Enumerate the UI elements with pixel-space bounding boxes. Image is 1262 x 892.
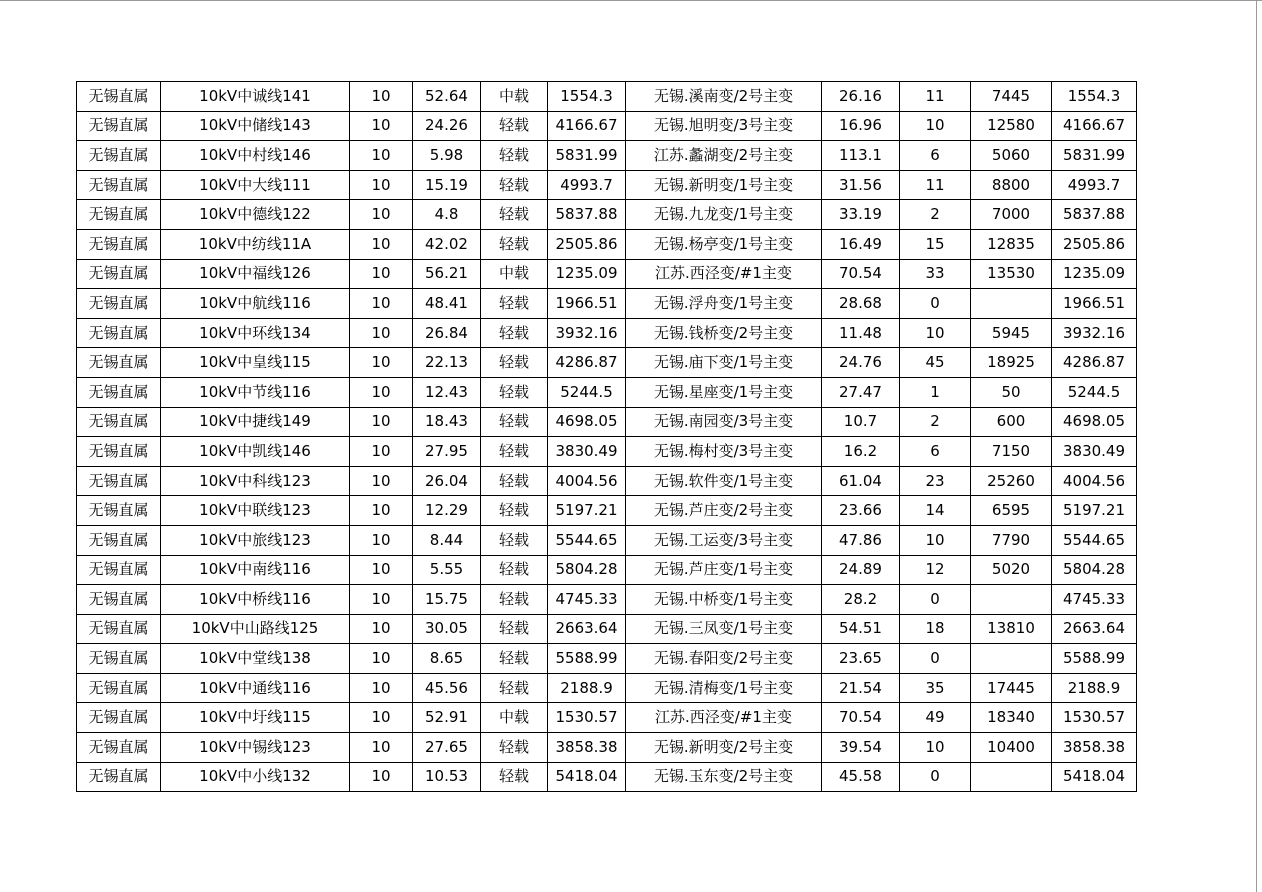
total-capacity-cell xyxy=(971,289,1052,319)
load-rate-cell: 22.13 xyxy=(413,348,481,378)
count-cell: 45 xyxy=(900,348,971,378)
total-capacity-cell: 600 xyxy=(971,407,1052,437)
feeder-load-table xyxy=(76,81,1137,792)
table-row xyxy=(77,555,1137,585)
transformer-load-cell: 16.49 xyxy=(822,229,900,259)
capacity-cell: 5418.04 xyxy=(548,762,626,792)
region-cell: 无锡直属 xyxy=(77,289,161,319)
available-capacity-cell: 5804.28 xyxy=(1052,555,1137,585)
load-level-cell: 轻载 xyxy=(481,644,548,674)
count-cell: 0 xyxy=(900,644,971,674)
feeder-name-cell: 10kV中科线123 xyxy=(161,466,350,496)
available-capacity-cell: 1235.09 xyxy=(1052,259,1137,289)
transformer-load-cell: 23.66 xyxy=(822,496,900,526)
feeder-name-cell: 10kV中旅线123 xyxy=(161,525,350,555)
load-level-cell: 轻载 xyxy=(481,525,548,555)
load-rate-cell: 12.43 xyxy=(413,377,481,407)
count-cell: 11 xyxy=(900,82,971,112)
table-row xyxy=(77,289,1137,319)
count-cell: 10 xyxy=(900,318,971,348)
region-cell: 无锡直属 xyxy=(77,407,161,437)
available-capacity-cell: 3932.16 xyxy=(1052,318,1137,348)
voltage-cell: 10 xyxy=(350,289,413,319)
region-cell: 无锡直属 xyxy=(77,348,161,378)
page-right-border xyxy=(1256,0,1257,892)
feeder-name-cell: 10kV中锡线123 xyxy=(161,733,350,763)
load-level-cell: 轻载 xyxy=(481,733,548,763)
feeder-name-cell: 10kV中德线122 xyxy=(161,200,350,230)
load-level-cell: 轻载 xyxy=(481,614,548,644)
load-level-cell: 轻载 xyxy=(481,348,548,378)
total-capacity-cell: 18925 xyxy=(971,348,1052,378)
region-cell: 无锡直属 xyxy=(77,703,161,733)
load-level-cell: 轻载 xyxy=(481,111,548,141)
count-cell: 2 xyxy=(900,407,971,437)
table-row xyxy=(77,111,1137,141)
capacity-cell: 1966.51 xyxy=(548,289,626,319)
region-cell: 无锡直属 xyxy=(77,229,161,259)
load-level-cell: 轻载 xyxy=(481,673,548,703)
table-row xyxy=(77,585,1137,615)
load-rate-cell: 27.95 xyxy=(413,437,481,467)
transformer-load-cell: 23.65 xyxy=(822,644,900,674)
region-cell: 无锡直属 xyxy=(77,141,161,171)
transformer-cell: 无锡.清梅变/1号主变 xyxy=(626,673,822,703)
available-capacity-cell: 5588.99 xyxy=(1052,644,1137,674)
region-cell: 无锡直属 xyxy=(77,614,161,644)
transformer-cell: 无锡.旭明变/3号主变 xyxy=(626,111,822,141)
transformer-cell: 江苏.蠡湖变/2号主变 xyxy=(626,141,822,171)
transformer-cell: 无锡.工运变/3号主变 xyxy=(626,525,822,555)
count-cell: 6 xyxy=(900,141,971,171)
feeder-name-cell: 10kV中山路线125 xyxy=(161,614,350,644)
feeder-name-cell: 10kV中诚线141 xyxy=(161,82,350,112)
available-capacity-cell: 2663.64 xyxy=(1052,614,1137,644)
total-capacity-cell: 50 xyxy=(971,377,1052,407)
page-top-border xyxy=(0,0,1262,1)
available-capacity-cell: 4166.67 xyxy=(1052,111,1137,141)
voltage-cell: 10 xyxy=(350,200,413,230)
total-capacity-cell: 13530 xyxy=(971,259,1052,289)
voltage-cell: 10 xyxy=(350,703,413,733)
table-row xyxy=(77,318,1137,348)
load-level-cell: 轻载 xyxy=(481,762,548,792)
transformer-cell: 无锡.新明变/2号主变 xyxy=(626,733,822,763)
transformer-cell: 无锡.九龙变/1号主变 xyxy=(626,200,822,230)
feeder-name-cell: 10kV中通线116 xyxy=(161,673,350,703)
transformer-load-cell: 11.48 xyxy=(822,318,900,348)
voltage-cell: 10 xyxy=(350,111,413,141)
voltage-cell: 10 xyxy=(350,585,413,615)
voltage-cell: 10 xyxy=(350,525,413,555)
region-cell: 无锡直属 xyxy=(77,82,161,112)
available-capacity-cell: 5418.04 xyxy=(1052,762,1137,792)
total-capacity-cell xyxy=(971,762,1052,792)
transformer-load-cell: 33.19 xyxy=(822,200,900,230)
total-capacity-cell: 8800 xyxy=(971,170,1052,200)
load-level-cell: 轻载 xyxy=(481,585,548,615)
voltage-cell: 10 xyxy=(350,555,413,585)
feeder-name-cell: 10kV中航线116 xyxy=(161,289,350,319)
capacity-cell: 5244.5 xyxy=(548,377,626,407)
available-capacity-cell: 4698.05 xyxy=(1052,407,1137,437)
load-rate-cell: 12.29 xyxy=(413,496,481,526)
region-cell: 无锡直属 xyxy=(77,200,161,230)
region-cell: 无锡直属 xyxy=(77,437,161,467)
total-capacity-cell: 5060 xyxy=(971,141,1052,171)
table-row xyxy=(77,614,1137,644)
feeder-name-cell: 10kV中皇线115 xyxy=(161,348,350,378)
table-row xyxy=(77,644,1137,674)
transformer-cell: 无锡.芦庄变/2号主变 xyxy=(626,496,822,526)
transformer-cell: 无锡.浮舟变/1号主变 xyxy=(626,289,822,319)
transformer-load-cell: 28.68 xyxy=(822,289,900,319)
load-rate-cell: 26.84 xyxy=(413,318,481,348)
load-level-cell: 轻载 xyxy=(481,200,548,230)
available-capacity-cell: 4004.56 xyxy=(1052,466,1137,496)
load-level-cell: 轻载 xyxy=(481,170,548,200)
load-rate-cell: 42.02 xyxy=(413,229,481,259)
transformer-load-cell: 61.04 xyxy=(822,466,900,496)
voltage-cell: 10 xyxy=(350,229,413,259)
region-cell: 无锡直属 xyxy=(77,555,161,585)
count-cell: 18 xyxy=(900,614,971,644)
feeder-name-cell: 10kV中圩线115 xyxy=(161,703,350,733)
capacity-cell: 5588.99 xyxy=(548,644,626,674)
count-cell: 0 xyxy=(900,289,971,319)
voltage-cell: 10 xyxy=(350,141,413,171)
transformer-cell: 江苏.西泾变/#1主变 xyxy=(626,259,822,289)
transformer-cell: 江苏.西泾变/#1主变 xyxy=(626,703,822,733)
transformer-cell: 无锡.芦庄变/1号主变 xyxy=(626,555,822,585)
feeder-name-cell: 10kV中福线126 xyxy=(161,259,350,289)
available-capacity-cell: 4286.87 xyxy=(1052,348,1137,378)
available-capacity-cell: 2505.86 xyxy=(1052,229,1137,259)
total-capacity-cell: 7445 xyxy=(971,82,1052,112)
total-capacity-cell xyxy=(971,585,1052,615)
capacity-cell: 4698.05 xyxy=(548,407,626,437)
capacity-cell: 3830.49 xyxy=(548,437,626,467)
region-cell: 无锡直属 xyxy=(77,762,161,792)
load-level-cell: 中载 xyxy=(481,82,548,112)
capacity-cell: 5831.99 xyxy=(548,141,626,171)
transformer-load-cell: 10.7 xyxy=(822,407,900,437)
transformer-load-cell: 70.54 xyxy=(822,703,900,733)
table-row xyxy=(77,377,1137,407)
feeder-name-cell: 10kV中储线143 xyxy=(161,111,350,141)
total-capacity-cell: 5020 xyxy=(971,555,1052,585)
load-level-cell: 轻载 xyxy=(481,466,548,496)
transformer-load-cell: 24.89 xyxy=(822,555,900,585)
region-cell: 无锡直属 xyxy=(77,466,161,496)
voltage-cell: 10 xyxy=(350,673,413,703)
total-capacity-cell: 10400 xyxy=(971,733,1052,763)
region-cell: 无锡直属 xyxy=(77,644,161,674)
transformer-load-cell: 39.54 xyxy=(822,733,900,763)
count-cell: 6 xyxy=(900,437,971,467)
available-capacity-cell: 3830.49 xyxy=(1052,437,1137,467)
load-level-cell: 轻载 xyxy=(481,141,548,171)
available-capacity-cell: 5197.21 xyxy=(1052,496,1137,526)
count-cell: 14 xyxy=(900,496,971,526)
table-row xyxy=(77,170,1137,200)
load-level-cell: 轻载 xyxy=(481,289,548,319)
voltage-cell: 10 xyxy=(350,496,413,526)
count-cell: 10 xyxy=(900,111,971,141)
transformer-cell: 无锡.梅村变/3号主变 xyxy=(626,437,822,467)
total-capacity-cell: 5945 xyxy=(971,318,1052,348)
transformer-cell: 无锡.三凤变/1号主变 xyxy=(626,614,822,644)
capacity-cell: 4166.67 xyxy=(548,111,626,141)
total-capacity-cell: 7000 xyxy=(971,200,1052,230)
table-row xyxy=(77,525,1137,555)
transformer-load-cell: 27.47 xyxy=(822,377,900,407)
total-capacity-cell: 7150 xyxy=(971,437,1052,467)
table-row xyxy=(77,348,1137,378)
region-cell: 无锡直属 xyxy=(77,259,161,289)
feeder-name-cell: 10kV中凯线146 xyxy=(161,437,350,467)
voltage-cell: 10 xyxy=(350,644,413,674)
transformer-load-cell: 16.2 xyxy=(822,437,900,467)
available-capacity-cell: 4993.7 xyxy=(1052,170,1137,200)
load-rate-cell: 48.41 xyxy=(413,289,481,319)
feeder-name-cell: 10kV中环线134 xyxy=(161,318,350,348)
capacity-cell: 2663.64 xyxy=(548,614,626,644)
count-cell: 2 xyxy=(900,200,971,230)
voltage-cell: 10 xyxy=(350,407,413,437)
table-row xyxy=(77,466,1137,496)
load-rate-cell: 4.8 xyxy=(413,200,481,230)
capacity-cell: 5804.28 xyxy=(548,555,626,585)
capacity-cell: 2505.86 xyxy=(548,229,626,259)
count-cell: 0 xyxy=(900,585,971,615)
available-capacity-cell: 5837.88 xyxy=(1052,200,1137,230)
load-rate-cell: 26.04 xyxy=(413,466,481,496)
load-rate-cell: 10.53 xyxy=(413,762,481,792)
load-rate-cell: 5.55 xyxy=(413,555,481,585)
capacity-cell: 4004.56 xyxy=(548,466,626,496)
table-row xyxy=(77,229,1137,259)
feeder-name-cell: 10kV中村线146 xyxy=(161,141,350,171)
load-level-cell: 轻载 xyxy=(481,377,548,407)
total-capacity-cell: 12835 xyxy=(971,229,1052,259)
voltage-cell: 10 xyxy=(350,82,413,112)
total-capacity-cell: 17445 xyxy=(971,673,1052,703)
voltage-cell: 10 xyxy=(350,377,413,407)
count-cell: 35 xyxy=(900,673,971,703)
total-capacity-cell xyxy=(971,644,1052,674)
total-capacity-cell: 25260 xyxy=(971,466,1052,496)
count-cell: 15 xyxy=(900,229,971,259)
load-rate-cell: 15.19 xyxy=(413,170,481,200)
load-level-cell: 中载 xyxy=(481,703,548,733)
capacity-cell: 5837.88 xyxy=(548,200,626,230)
transformer-load-cell: 113.1 xyxy=(822,141,900,171)
count-cell: 33 xyxy=(900,259,971,289)
transformer-load-cell: 54.51 xyxy=(822,614,900,644)
available-capacity-cell: 2188.9 xyxy=(1052,673,1137,703)
transformer-cell: 无锡.玉东变/2号主变 xyxy=(626,762,822,792)
capacity-cell: 2188.9 xyxy=(548,673,626,703)
feeder-name-cell: 10kV中南线116 xyxy=(161,555,350,585)
capacity-cell: 4286.87 xyxy=(548,348,626,378)
load-rate-cell: 15.75 xyxy=(413,585,481,615)
capacity-cell: 1235.09 xyxy=(548,259,626,289)
feeder-name-cell: 10kV中大线111 xyxy=(161,170,350,200)
region-cell: 无锡直属 xyxy=(77,170,161,200)
load-level-cell: 轻载 xyxy=(481,496,548,526)
total-capacity-cell: 7790 xyxy=(971,525,1052,555)
table-row xyxy=(77,82,1137,112)
feeder-name-cell: 10kV中桥线116 xyxy=(161,585,350,615)
load-rate-cell: 5.98 xyxy=(413,141,481,171)
voltage-cell: 10 xyxy=(350,762,413,792)
transformer-cell: 无锡.新明变/1号主变 xyxy=(626,170,822,200)
count-cell: 10 xyxy=(900,733,971,763)
transformer-cell: 无锡.庙下变/1号主变 xyxy=(626,348,822,378)
voltage-cell: 10 xyxy=(350,170,413,200)
available-capacity-cell: 1530.57 xyxy=(1052,703,1137,733)
voltage-cell: 10 xyxy=(350,466,413,496)
transformer-load-cell: 70.54 xyxy=(822,259,900,289)
count-cell: 1 xyxy=(900,377,971,407)
total-capacity-cell: 18340 xyxy=(971,703,1052,733)
capacity-cell: 5197.21 xyxy=(548,496,626,526)
transformer-cell: 无锡.钱桥变/2号主变 xyxy=(626,318,822,348)
count-cell: 11 xyxy=(900,170,971,200)
feeder-name-cell: 10kV中小线132 xyxy=(161,762,350,792)
region-cell: 无锡直属 xyxy=(77,673,161,703)
capacity-cell: 4745.33 xyxy=(548,585,626,615)
voltage-cell: 10 xyxy=(350,437,413,467)
region-cell: 无锡直属 xyxy=(77,585,161,615)
load-rate-cell: 52.91 xyxy=(413,703,481,733)
capacity-cell: 1554.3 xyxy=(548,82,626,112)
table-body xyxy=(77,82,1137,792)
load-rate-cell: 24.26 xyxy=(413,111,481,141)
load-rate-cell: 8.65 xyxy=(413,644,481,674)
capacity-cell: 5544.65 xyxy=(548,525,626,555)
region-cell: 无锡直属 xyxy=(77,318,161,348)
capacity-cell: 3932.16 xyxy=(548,318,626,348)
table-row xyxy=(77,673,1137,703)
count-cell: 12 xyxy=(900,555,971,585)
available-capacity-cell: 1554.3 xyxy=(1052,82,1137,112)
load-rate-cell: 52.64 xyxy=(413,82,481,112)
table-row xyxy=(77,733,1137,763)
load-level-cell: 轻载 xyxy=(481,437,548,467)
load-level-cell: 中载 xyxy=(481,259,548,289)
transformer-load-cell: 16.96 xyxy=(822,111,900,141)
transformer-cell: 无锡.南园变/3号主变 xyxy=(626,407,822,437)
load-rate-cell: 56.21 xyxy=(413,259,481,289)
transformer-cell: 无锡.软件变/1号主变 xyxy=(626,466,822,496)
region-cell: 无锡直属 xyxy=(77,733,161,763)
region-cell: 无锡直属 xyxy=(77,525,161,555)
count-cell: 49 xyxy=(900,703,971,733)
feeder-name-cell: 10kV中堂线138 xyxy=(161,644,350,674)
load-level-cell: 轻载 xyxy=(481,555,548,585)
voltage-cell: 10 xyxy=(350,348,413,378)
available-capacity-cell: 1966.51 xyxy=(1052,289,1137,319)
voltage-cell: 10 xyxy=(350,733,413,763)
transformer-load-cell: 24.76 xyxy=(822,348,900,378)
voltage-cell: 10 xyxy=(350,318,413,348)
table-row xyxy=(77,200,1137,230)
transformer-cell: 无锡.春阳变/2号主变 xyxy=(626,644,822,674)
table-row xyxy=(77,703,1137,733)
count-cell: 23 xyxy=(900,466,971,496)
table-row xyxy=(77,259,1137,289)
load-level-cell: 轻载 xyxy=(481,407,548,437)
load-rate-cell: 30.05 xyxy=(413,614,481,644)
table-row xyxy=(77,762,1137,792)
region-cell: 无锡直属 xyxy=(77,496,161,526)
voltage-cell: 10 xyxy=(350,259,413,289)
load-level-cell: 轻载 xyxy=(481,318,548,348)
transformer-cell: 无锡.中桥变/1号主变 xyxy=(626,585,822,615)
total-capacity-cell: 6595 xyxy=(971,496,1052,526)
count-cell: 10 xyxy=(900,525,971,555)
transformer-load-cell: 26.16 xyxy=(822,82,900,112)
available-capacity-cell: 5244.5 xyxy=(1052,377,1137,407)
transformer-cell: 无锡.星座变/1号主变 xyxy=(626,377,822,407)
capacity-cell: 3858.38 xyxy=(548,733,626,763)
table-row xyxy=(77,407,1137,437)
total-capacity-cell: 12580 xyxy=(971,111,1052,141)
available-capacity-cell: 3858.38 xyxy=(1052,733,1137,763)
capacity-cell: 4993.7 xyxy=(548,170,626,200)
load-rate-cell: 27.65 xyxy=(413,733,481,763)
transformer-load-cell: 28.2 xyxy=(822,585,900,615)
transformer-load-cell: 45.58 xyxy=(822,762,900,792)
load-rate-cell: 45.56 xyxy=(413,673,481,703)
feeder-name-cell: 10kV中联线123 xyxy=(161,496,350,526)
feeder-name-cell: 10kV中捷线149 xyxy=(161,407,350,437)
region-cell: 无锡直属 xyxy=(77,377,161,407)
feeder-name-cell: 10kV中纺线11A xyxy=(161,229,350,259)
table-row xyxy=(77,437,1137,467)
capacity-cell: 1530.57 xyxy=(548,703,626,733)
transformer-cell: 无锡.杨亭变/1号主变 xyxy=(626,229,822,259)
region-cell: 无锡直属 xyxy=(77,111,161,141)
table-row xyxy=(77,141,1137,171)
load-rate-cell: 8.44 xyxy=(413,525,481,555)
total-capacity-cell: 13810 xyxy=(971,614,1052,644)
transformer-cell: 无锡.溪南变/2号主变 xyxy=(626,82,822,112)
transformer-load-cell: 21.54 xyxy=(822,673,900,703)
feeder-name-cell: 10kV中节线116 xyxy=(161,377,350,407)
count-cell: 0 xyxy=(900,762,971,792)
load-level-cell: 轻载 xyxy=(481,229,548,259)
transformer-load-cell: 47.86 xyxy=(822,525,900,555)
transformer-load-cell: 31.56 xyxy=(822,170,900,200)
voltage-cell: 10 xyxy=(350,614,413,644)
available-capacity-cell: 5831.99 xyxy=(1052,141,1137,171)
available-capacity-cell: 5544.65 xyxy=(1052,525,1137,555)
load-rate-cell: 18.43 xyxy=(413,407,481,437)
available-capacity-cell: 4745.33 xyxy=(1052,585,1137,615)
table-row xyxy=(77,496,1137,526)
